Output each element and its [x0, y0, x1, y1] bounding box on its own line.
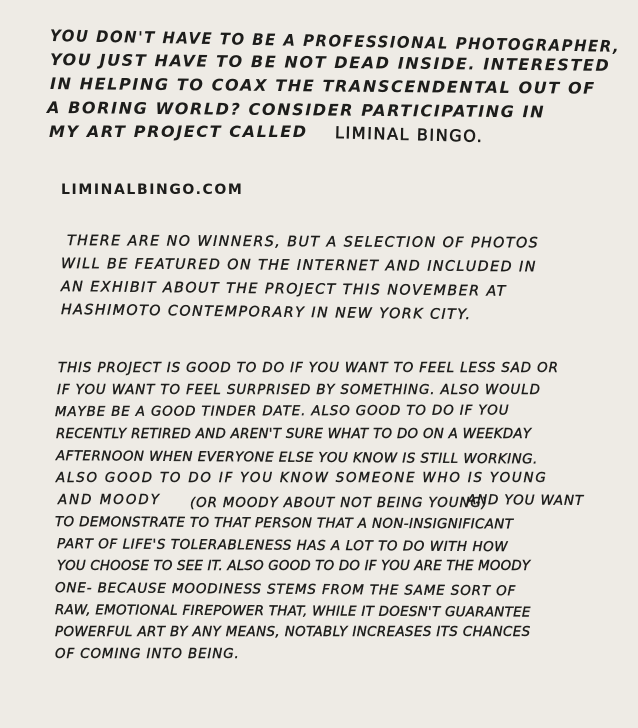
exhibit-line: THERE ARE NO WINNERS, BUT A SELECTION OF PHOTOS: [66, 233, 540, 252]
intro-line: YOU DON'T HAVE TO BE A PROFESSIONAL PHOTOGRAPHER,: [49, 26, 621, 56]
exhibit-line: WILL BE FEATURED ON THE INTERNET AND INCLUDED IN: [60, 256, 537, 276]
reasons-line: THIS PROJECT IS GOOD TO DO IF YOU WANT TO FEEL LESS SAD OR: [58, 361, 559, 376]
intro-line: A BORING WORLD? CONSIDER PARTICIPATING IN: [46, 98, 546, 122]
exhibit-line: HASHIMOTO CONTEMPORARY IN NEW YORK CITY.: [60, 302, 472, 324]
reasons-line: RECENTLY RETIRED AND AREN'T SURE WHAT TO DO ON A WEEKDAY: [56, 427, 532, 442]
reasons-line: AND YOU WANT: [466, 493, 585, 509]
reasons-line: RAW, EMOTIONAL FIREPOWER THAT, WHILE IT DOESN'T GUARANTEE: [54, 603, 531, 621]
reasons-line: ALSO GOOD TO DO IF YOU KNOW SOMEONE WHO IS YOUNG: [56, 471, 548, 486]
reasons-line: TO DEMONSTRATE TO THAT PERSON THAT A NON-INSIGNIFICANT: [54, 515, 514, 533]
intro-line: IN HELPING TO COAX THE TRANSCENDENTAL OUT OF: [49, 74, 596, 98]
intro-line: YOU JUST HAVE TO BE NOT DEAD INSIDE. INTERESTED: [49, 50, 611, 75]
reasons-line: YOU CHOOSE TO SEE IT. ALSO GOOD TO DO IF YOU ARE THE MOODY: [57, 559, 531, 574]
intro-line: MY ART PROJECT CALLED: [49, 122, 308, 141]
reasons-aside: (OR MOODY ABOUT NOT BEING YOUNG): [190, 496, 488, 511]
reasons-line: OF COMING INTO BEING.: [55, 647, 240, 662]
reasons-line: POWERFUL ART BY ANY MEANS, NOTABLY INCREASES ITS CHANCES: [55, 625, 531, 640]
exhibit-line: AN EXHIBIT ABOUT THE PROJECT THIS NOVEMBER AT: [60, 279, 507, 300]
project-name: LIMINAL BINGO.: [334, 123, 484, 146]
reasons-line: AND MOODY: [58, 493, 161, 508]
website-url: LIMINALBINGO.COM: [61, 182, 244, 198]
reasons-line: AFTERNOON WHEN EVERYONE ELSE YOU KNOW IS STILL WORKING.: [55, 449, 538, 468]
reasons-line: MAYBE BE A GOOD TINDER DATE. ALSO GOOD TO DO IF YOU: [54, 403, 510, 420]
reasons-line: PART OF LIFE'S TOLERABLENESS HAS A LOT TO DO WITH HOW: [56, 537, 509, 556]
reasons-line: ONE- BECAUSE MOODINESS STEMS FROM THE SAME SORT OF: [54, 581, 517, 600]
reasons-line: IF YOU WANT TO FEEL SURPRISED BY SOMETHING. ALSO WOULD: [57, 383, 541, 398]
